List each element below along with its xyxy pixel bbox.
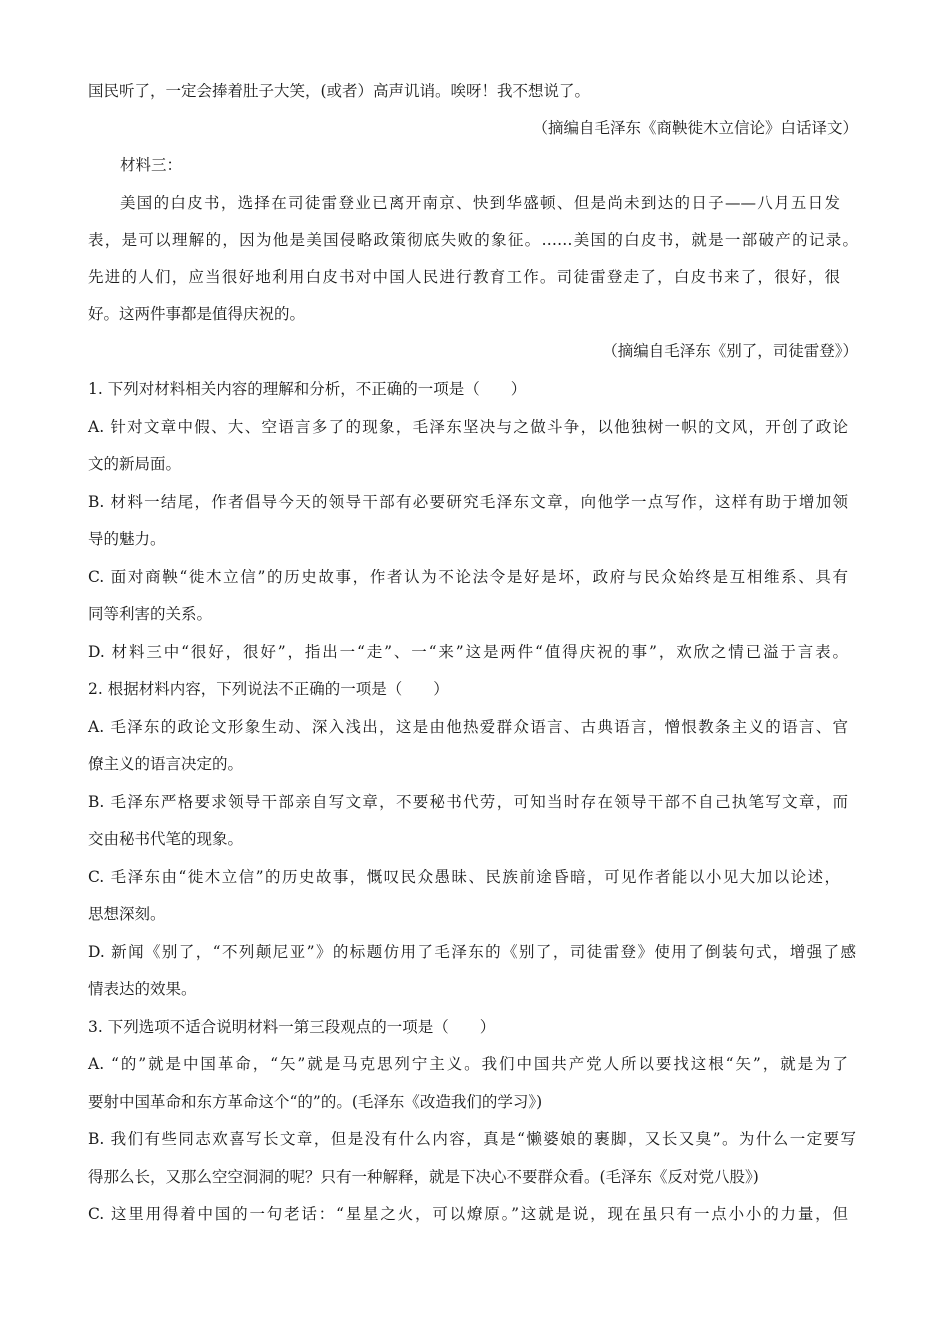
- question-1-option-a-cont: 文的新局面。: [88, 455, 182, 473]
- question-2-option-a-cont: 僚主义的语言决定的。: [88, 755, 244, 773]
- question-3-option-a: A. “的”就是中国革命，“矢”就是马克思列宁主义。我们中国共产党人所以要找这根“矢”，就是为了: [88, 1055, 848, 1073]
- question-1-option-a: A. 针对文章中假、大、空语言多了的现象，毛泽东坚决与之做斗争，以他独树一帜的文风，开创了政论: [88, 418, 848, 436]
- material3-line: 表，是可以理解的，因为他是美国侵略政策彻底失败的象征。……美国的白皮书，就是一部破产的记录。: [88, 231, 858, 249]
- question-1-option-b-cont: 导的魅力。: [88, 530, 166, 548]
- question-2-option-b: B. 毛泽东严格要求领导干部亲自写文章，不要秘书代劳，可知当时存在领导干部不自己执笔写文章，而: [88, 793, 848, 811]
- question-2-option-d: D. 新闻《别了，“不列颠尼亚”》的标题仿用了毛泽东的《别了，司徒雷登》使用了倒装句式，增强了感: [88, 943, 856, 961]
- question-3-option-c: C. 这里用得着中国的一句老话：“星星之火，可以燎原。”这就是说，现在虽只有一点小小的力量，但: [88, 1205, 848, 1223]
- question-3-option-a-cont: 要射中国革命和东方革命这个“的”的。(毛泽东《改造我们的学习》): [88, 1093, 543, 1111]
- question-3-option-b: B. 我们有些同志欢喜写长文章，但是没有什么内容，真是“懒婆娘的裹脚，又长又臭”。为什么一定要写: [88, 1130, 856, 1148]
- question-1-option-b: B. 材料一结尾，作者倡导今天的领导干部有必要研究毛泽东文章，向他学一点写作，这样有助于增加领: [88, 493, 848, 511]
- question-2-option-c-cont: 思想深刻。: [88, 905, 166, 923]
- material3-line: 先进的人们，应当很好地利用白皮书对中国人民进行教育工作。司徒雷登走了，白皮书来了，很好，很: [88, 268, 840, 286]
- material2-source: （摘编自毛泽东《商鞅徙木立信论》白话译文）: [532, 119, 858, 137]
- question-2-option-b-cont: 交由秘书代笔的现象。: [88, 830, 244, 848]
- question-2-option-a: A. 毛泽东的政论文形象生动、深入浅出，这是由他热爱群众语言、古典语言，憎恨教条主义的语言、官: [88, 718, 848, 736]
- material3-line: 好。这两件事都是值得庆祝的。: [88, 305, 306, 323]
- question-2-option-c: C. 毛泽东由“徙木立信”的历史故事，慨叹民众愚昧、民族前途昏暗，可见作者能以小见大加以论述，: [88, 868, 840, 886]
- question-1-option-c: C. 面对商鞅“徙木立信”的历史故事，作者认为不论法令是好是坏，政府与民众始终是互相维系、具有: [88, 568, 848, 586]
- material2-closing-line: 国民听了，一定会捧着肚子大笑，(或者）高声讥诮。唉呀！我不想说了。: [88, 82, 591, 100]
- question-3-option-b-cont: 得那么长，又那么空空洞洞的呢？只有一种解释，就是下决心不要群众看。(毛泽东《反对党八股》): [88, 1168, 759, 1186]
- material3-heading: 材料三：: [120, 156, 183, 174]
- question-3-stem: 3. 下列选项不适合说明材料一第三段观点的一项是（ ）: [88, 1018, 496, 1036]
- question-1-option-d: D. 材料三中“很好，很好”，指出一“走”、一“来”这是两件“值得庆祝的事”，欢欣之情已溢于言表。: [88, 643, 848, 661]
- material3-line: 美国的白皮书，选择在司徒雷登业已离开南京、快到华盛顿、但是尚未到达的日子——八月五日发: [120, 194, 840, 212]
- material3-source: （摘编自毛泽东《别了，司徒雷登》）: [602, 342, 858, 360]
- question-2-option-d-cont: 情表达的效果。: [88, 980, 197, 998]
- question-2-stem: 2. 根据材料内容，下列说法不正确的一项是（ ）: [88, 680, 449, 698]
- question-1-stem: 1. 下列对材料相关内容的理解和分析，不正确的一项是（ ）: [88, 380, 527, 398]
- question-1-option-c-cont: 同等利害的关系。: [88, 605, 213, 623]
